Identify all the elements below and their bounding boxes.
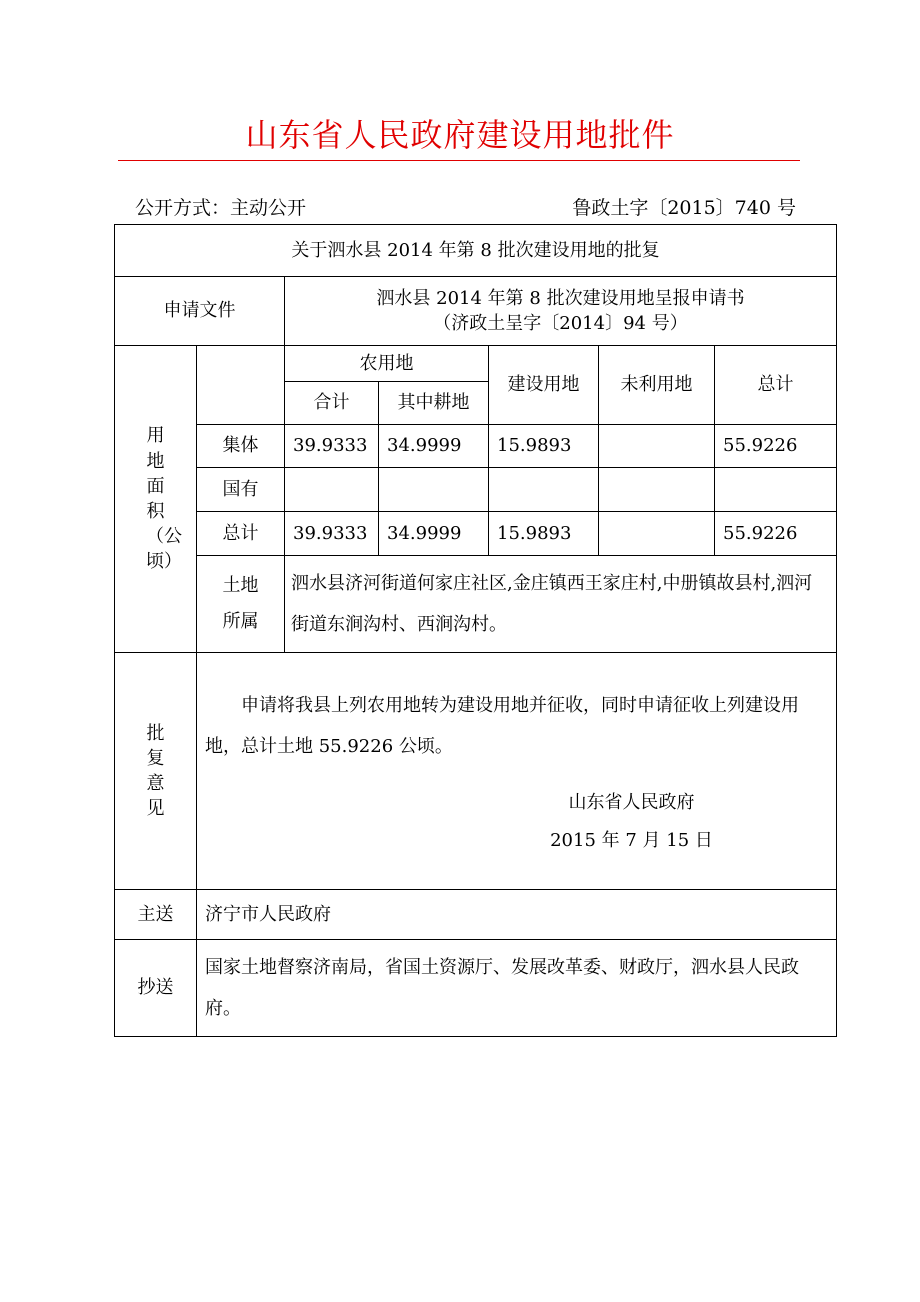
cell-unused bbox=[599, 512, 715, 556]
approval-signer: 山东省人民政府 bbox=[568, 791, 695, 813]
send-to-row bbox=[115, 890, 837, 940]
cell-agri-total bbox=[285, 468, 379, 512]
land-owner-label: 土地 所属 bbox=[197, 556, 285, 653]
document-number: 鲁政土字〔2015〕740 号 bbox=[572, 197, 796, 219]
approval-signature bbox=[205, 784, 828, 860]
header-agri: 农用地 bbox=[285, 346, 489, 382]
application-label: 申请文件 bbox=[115, 277, 285, 346]
subject-row bbox=[115, 225, 837, 277]
approval-row bbox=[115, 653, 837, 890]
header-total: 总计 bbox=[715, 346, 837, 425]
approval-opinion bbox=[197, 653, 837, 890]
subject-cell: 关于泗水县 2014 年第 8 批次建设用地的批复 bbox=[115, 225, 837, 277]
application-document bbox=[285, 277, 837, 346]
header-unused: 未利用地 bbox=[599, 346, 715, 425]
cell-unused bbox=[599, 425, 715, 468]
document-title: 山东省人民政府建设用地批件 bbox=[245, 116, 675, 154]
approval-form-table bbox=[114, 224, 837, 1037]
area-header-row-1 bbox=[115, 346, 837, 382]
application-number: （济政土呈字〔2014〕94 号） bbox=[433, 313, 688, 334]
area-header-blank bbox=[197, 346, 285, 425]
approval-text: 申请将我县上列农用地转为建设用地并征收，同时申请征收上列建设用地，总计土地 55.9226 公顷。 bbox=[205, 695, 799, 758]
land-owner-text: 泗水县济河街道何家庄社区,金庄镇西王家庄村,中册镇故县村,泗河街道东涧沟村、西涧沟村。 bbox=[285, 556, 837, 653]
send-to-label: 主送 bbox=[115, 890, 197, 940]
row-type: 集体 bbox=[197, 425, 285, 468]
approval-label: 批复意见 bbox=[115, 653, 197, 890]
cc-label: 抄送 bbox=[115, 940, 197, 1037]
application-row bbox=[115, 277, 837, 346]
area-row-collective bbox=[115, 425, 837, 468]
area-row-total bbox=[115, 512, 837, 556]
cell-agri-total: 39.9333 bbox=[285, 512, 379, 556]
title-divider bbox=[118, 160, 800, 161]
row-type: 总计 bbox=[197, 512, 285, 556]
cell-construction: 15.9893 bbox=[489, 425, 599, 468]
cell-agri-total: 39.9333 bbox=[285, 425, 379, 468]
send-to-value: 济宁市人民政府 bbox=[197, 890, 837, 940]
cell-construction: 15.9893 bbox=[489, 512, 599, 556]
land-owner-row bbox=[115, 556, 837, 653]
cell-total bbox=[715, 468, 837, 512]
cell-unused bbox=[599, 468, 715, 512]
cell-agri-arable: 34.9999 bbox=[379, 425, 489, 468]
row-type: 国有 bbox=[197, 468, 285, 512]
cc-row bbox=[115, 940, 837, 1037]
cell-total: 55.9226 bbox=[715, 425, 837, 468]
cell-agri-arable: 34.9999 bbox=[379, 512, 489, 556]
disclosure-method: 公开方式：主动公开 bbox=[135, 197, 307, 219]
header-agri-arable: 其中耕地 bbox=[379, 382, 489, 425]
cc-value: 国家土地督察济南局，省国土资源厅、发展改革委、财政厅，泗水县人民政府。 bbox=[197, 940, 837, 1037]
approval-date: 2015 年 7 月 15 日 bbox=[550, 829, 713, 851]
header-construction: 建设用地 bbox=[489, 346, 599, 425]
cell-total: 55.9226 bbox=[715, 512, 837, 556]
cell-agri-arable bbox=[379, 468, 489, 512]
header-agri-total: 合计 bbox=[285, 382, 379, 425]
application-title: 泗水县 2014 年第 8 批次建设用地呈报申请书 bbox=[376, 287, 745, 309]
land-area-label: 用地面积（公顷） bbox=[115, 346, 197, 653]
cell-construction bbox=[489, 468, 599, 512]
area-row-state bbox=[115, 468, 837, 512]
